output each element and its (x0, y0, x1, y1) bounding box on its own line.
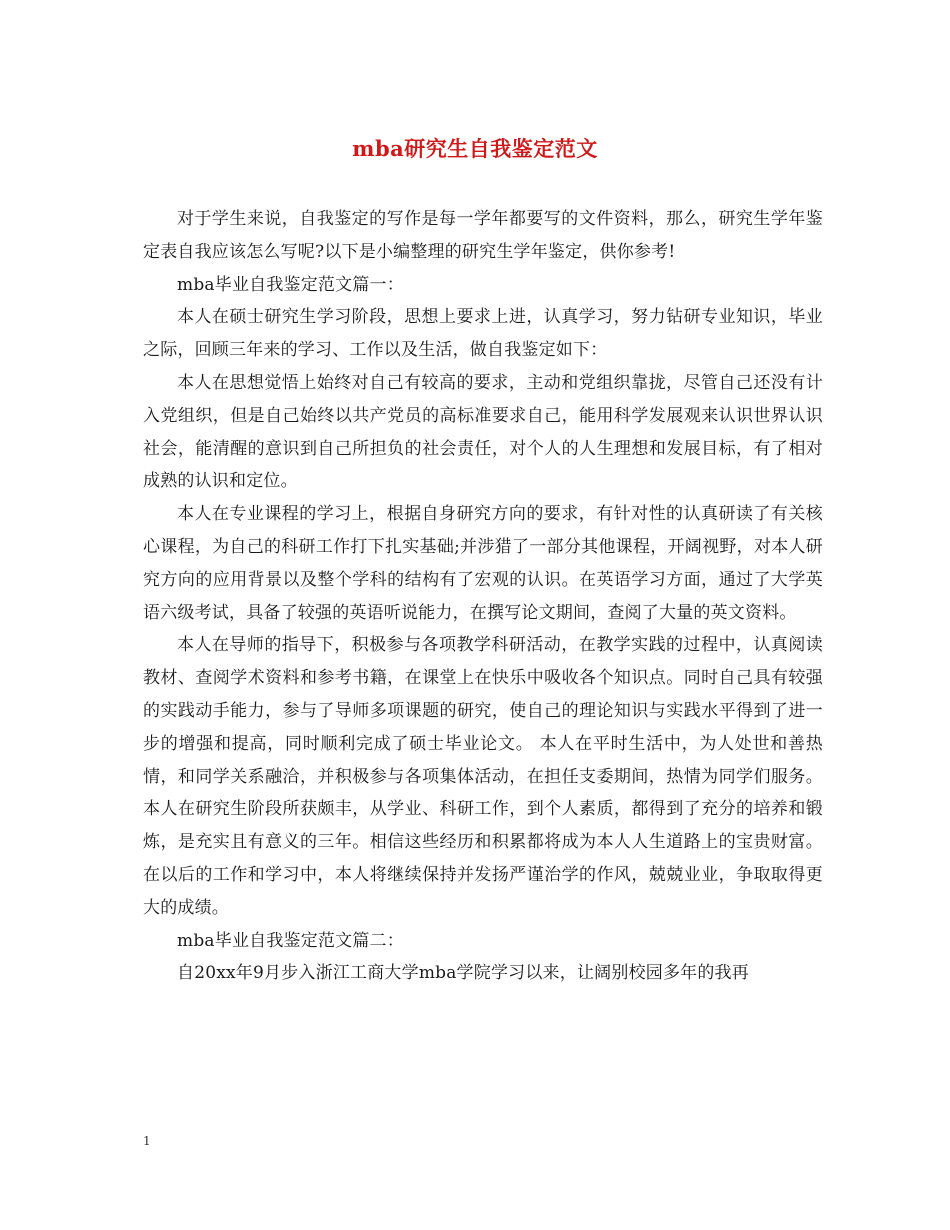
paragraph-intro: 对于学生来说，自我鉴定的写作是每一学年都要写的文件资料，那么，研究生学年鉴定表自我应该怎么写呢?以下是小编整理的研究生学年鉴定，供你参考! (143, 209, 823, 262)
section-heading-two: mba毕业自我鉴定范文篇二： (177, 930, 404, 951)
document-title: mba研究生自我鉴定范文 (352, 136, 598, 161)
paragraph-second-start: 自20xx年9月步入浙江工商大学mba学院学习以来，让阔别校园多年的我再 (177, 963, 749, 984)
section-heading-one: mba毕业自我鉴定范文篇一： (177, 274, 404, 295)
paragraph-coursework: 本人在专业课程的学习上，根据自身研究方向的要求，有针对性的认真研读了有关核心课程，为自己的科研工作打下扎实基础;并涉猎了一部分其他课程，开阔视野，对本人研究方向的应用背景以及整个学科的结构有了宏观的认识。在英语学习方面，通过了大学英语六级考试，具备了较强的英语听说能力，在撰写论文期间，查阅了大量的英文资料。 (143, 504, 823, 623)
paragraph-research: 本人在导师的指导下，积极参与各项教学科研活动，在教学实践的过程中，认真阅读教材、查阅学术资料和参考书籍，在课堂上在快乐中吸收各个知识点。同时自己具有较强的实践动手能力，参与了导师多项课题的研究，使自己的理论知识与实践水平得到了进一步的增强和提高，同时顺利完成了硕士毕业论文。 本人在平时生活中，为人处世和善热情，和同学关系融洽，并积极参与各项集体活动，在担任支委期间，热情为同学们服务。 本人在研究生阶段所获颇丰，从学业、科研工作，到个人素质，都得到了充分的培养和锻炼，是充实且有意义的三年。相信这些经历和积累都将成为本人人生道路上的宝贵财富。在以后的工作和学习中，本人将继续保持并发扬严谨治学的作风，兢兢业业，争取取得更大的成绩。 (143, 635, 823, 918)
document-body (143, 203, 823, 990)
paragraph-opening: 本人在硕士研究生学习阶段，思想上要求上进，认真学习，努力钻研专业知识，毕业之际，回顾三年来的学习、工作以及生活，做自我鉴定如下： (143, 307, 823, 361)
paragraph-ideology: 本人在思想觉悟上始终对自己有较高的要求，主动和党组织靠拢，尽管自己还没有计入党组织，但是自己始终以共产党员的高标准要求自己，能用科学发展观来认识世界认识社会，能清醒的意识到自己所担负的社会责任，对个人的人生理想和发展目标，有了相对成熟的认识和定位。 (143, 372, 823, 492)
page-number: 1 (143, 1134, 151, 1148)
